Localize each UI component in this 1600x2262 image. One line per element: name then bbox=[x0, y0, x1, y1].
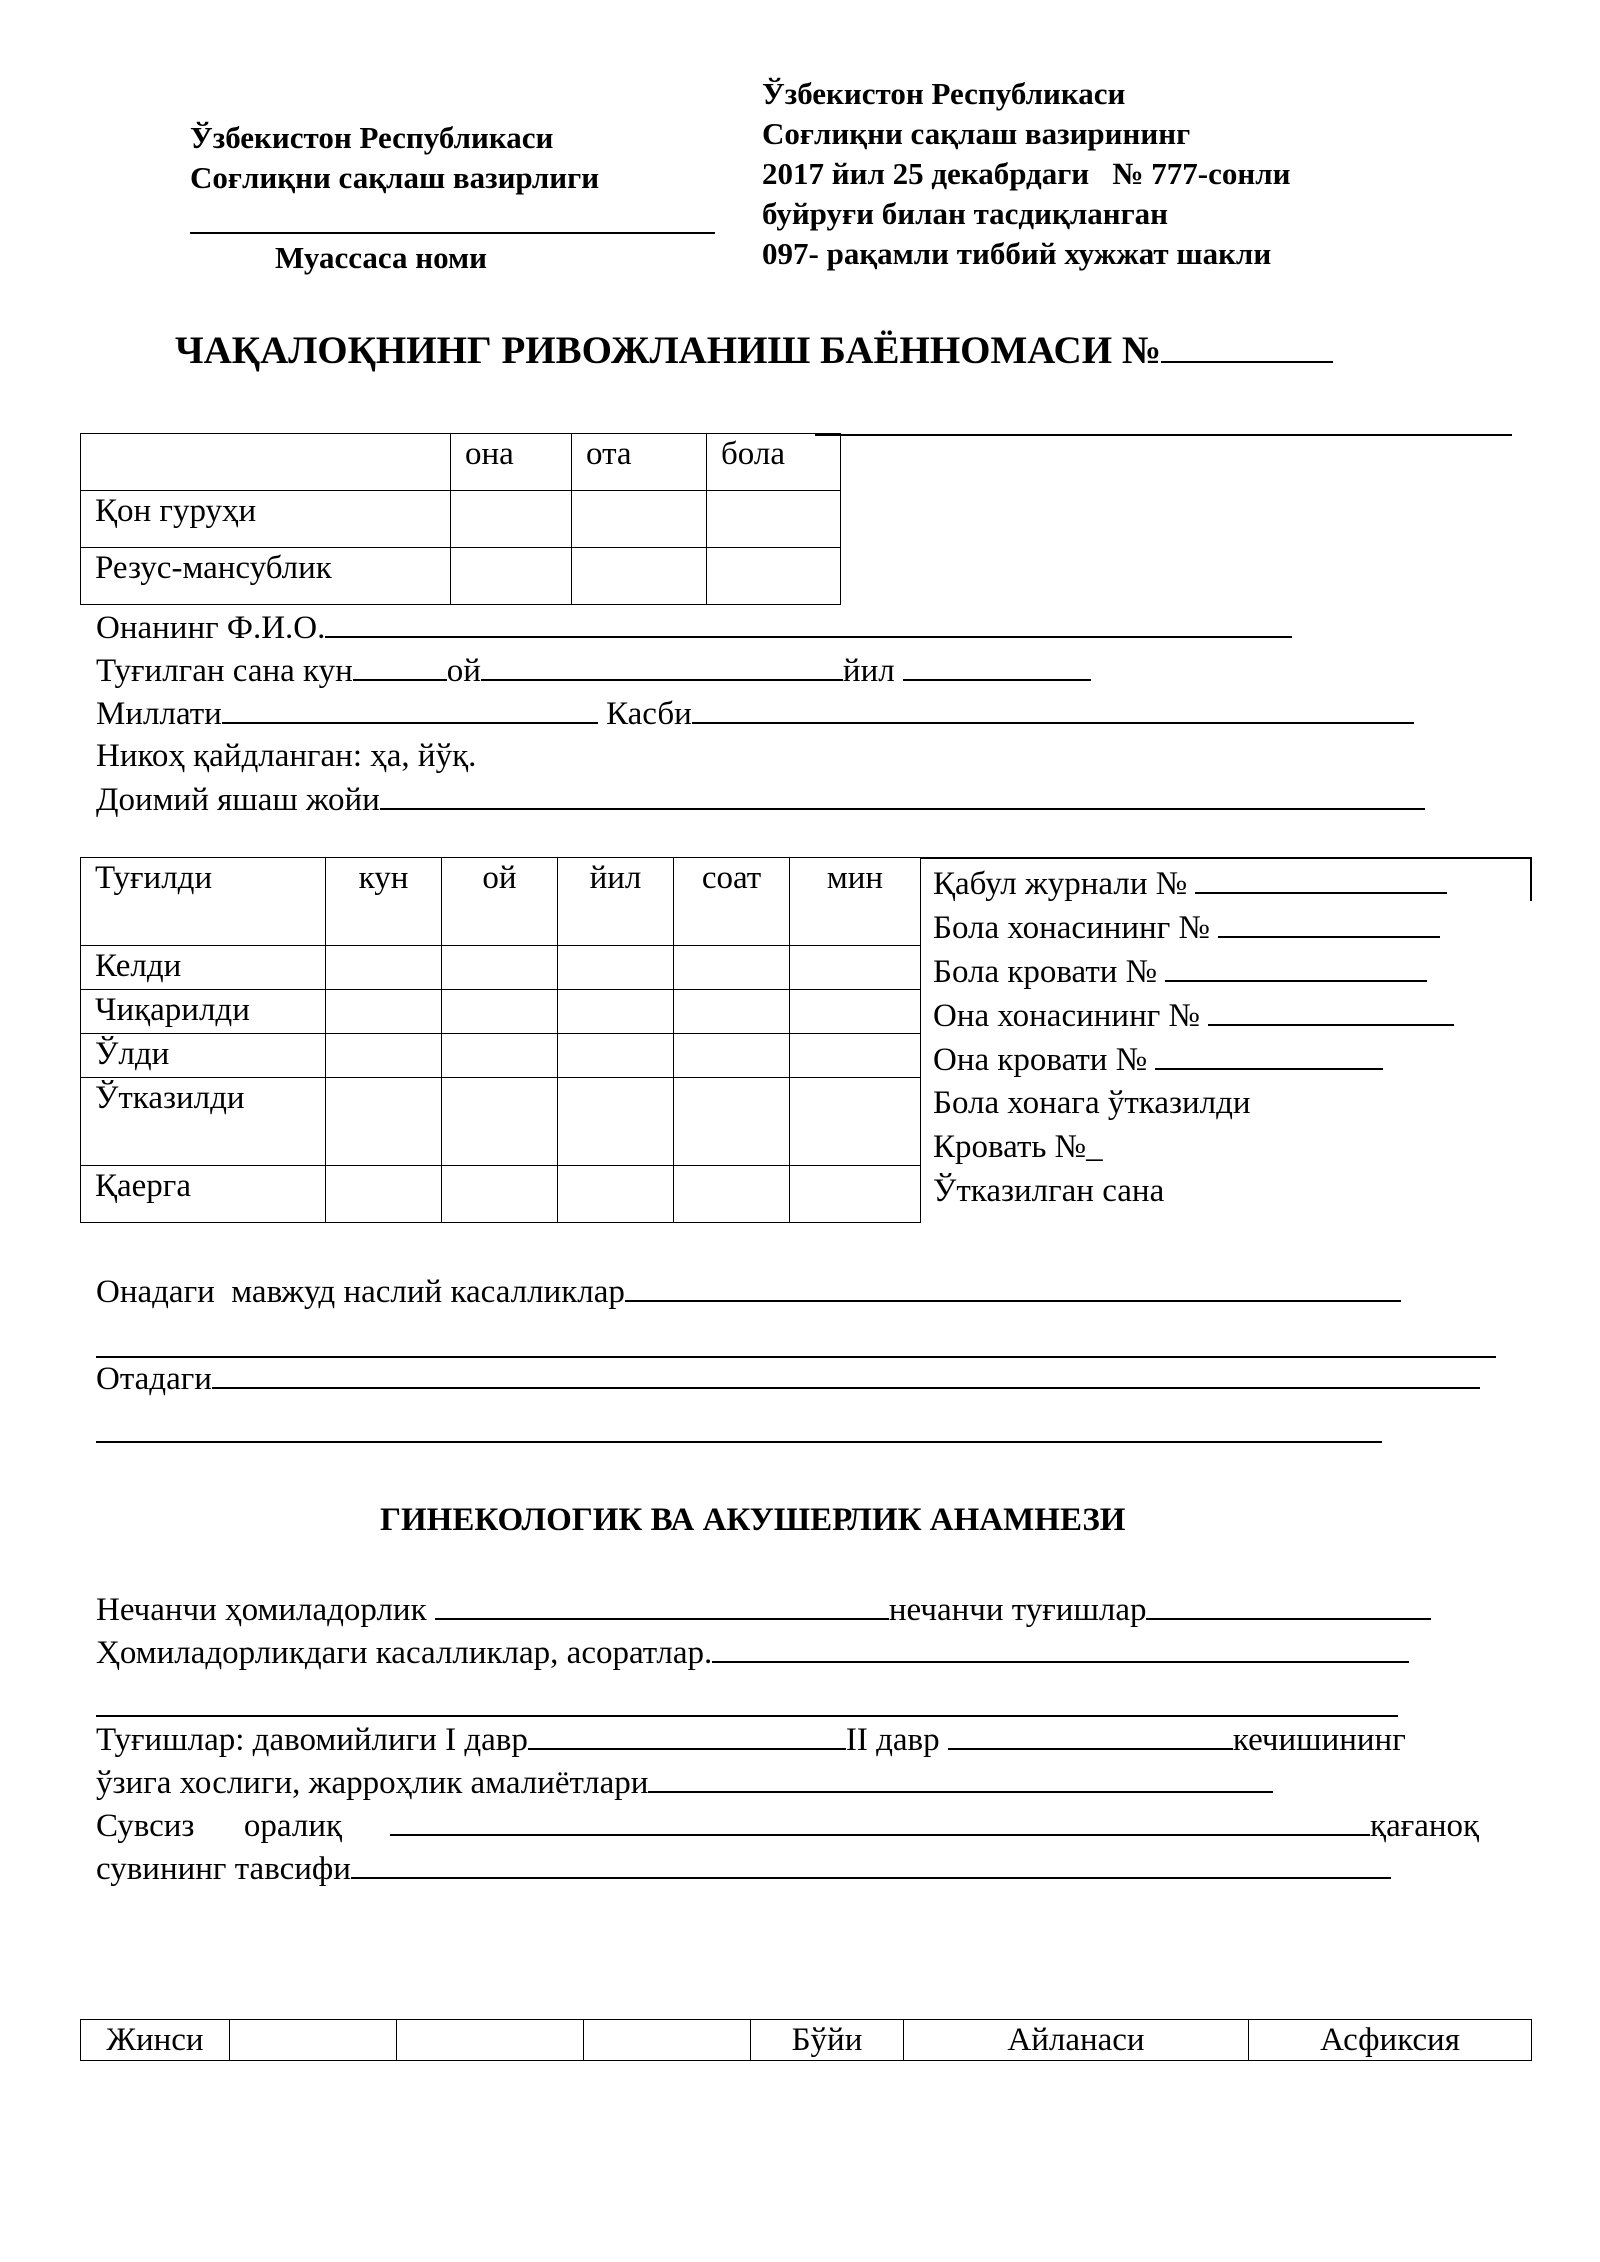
side-info-transfer-date: Ўтказилган сана bbox=[933, 1173, 1165, 1209]
event-cell[interactable] bbox=[326, 1034, 442, 1078]
marriage-row: Никоҳ қайдланган: ҳа, йўқ. bbox=[96, 738, 477, 774]
event-cell[interactable] bbox=[326, 1166, 442, 1223]
side-info-bed-no: Кровать №_ bbox=[933, 1129, 1103, 1165]
side-info-child-bed bbox=[933, 950, 1427, 994]
fluid-desc-label: сувининг тавсифи bbox=[96, 1851, 351, 1887]
complications-label: Ҳомиладорликдаги касалликлар, асоратлар. bbox=[96, 1635, 713, 1671]
blood-cell[interactable] bbox=[451, 548, 572, 605]
event-cell[interactable] bbox=[558, 946, 674, 990]
event-cell[interactable] bbox=[674, 1034, 790, 1078]
side-info-mother-room bbox=[933, 994, 1454, 1038]
pregnancy-no-label: Нечанчи ҳомиладорлик bbox=[96, 1592, 427, 1628]
heredity-father-label: Отадаги bbox=[96, 1361, 212, 1397]
side-info-child-room-label: Бола хонасининг № bbox=[933, 910, 1210, 946]
mother-bed-field[interactable] bbox=[1155, 1038, 1383, 1070]
birth-no-label: нечанчи туғишлар bbox=[888, 1592, 1147, 1628]
side-info-mother-room-label: Она хонасининг № bbox=[933, 998, 1200, 1034]
event-cell[interactable] bbox=[442, 1166, 558, 1223]
event-cell[interactable] bbox=[558, 1166, 674, 1223]
measure-cell[interactable] bbox=[230, 2020, 397, 2061]
stage1-field[interactable] bbox=[528, 1718, 846, 1750]
event-cell[interactable] bbox=[558, 1078, 674, 1166]
page-title bbox=[175, 328, 1333, 373]
side-right-tick bbox=[1530, 857, 1532, 901]
protocol-number-line[interactable] bbox=[1161, 331, 1333, 363]
measure-header-height: Бўйи bbox=[751, 2020, 904, 2061]
event-cell[interactable] bbox=[674, 946, 790, 990]
event-cell[interactable] bbox=[442, 1034, 558, 1078]
header-right-line1: Ўзбекистон Республикаси bbox=[762, 76, 1126, 111]
heredity-father-field[interactable] bbox=[212, 1357, 1480, 1389]
event-cell[interactable] bbox=[674, 1078, 790, 1166]
header-right-line2: Соғлиқни сақлаш вазирининг bbox=[762, 116, 1191, 151]
event-header-month: ой bbox=[442, 858, 558, 946]
birth-date-row bbox=[96, 649, 1091, 693]
title-extra-line bbox=[815, 434, 1512, 436]
dry-interval-field[interactable] bbox=[390, 1804, 1370, 1836]
blood-header-child: бола bbox=[707, 434, 841, 491]
complications-field[interactable] bbox=[712, 1631, 1409, 1663]
birth-month-label: ой bbox=[446, 653, 481, 689]
profession-label: Касби bbox=[606, 696, 692, 732]
measure-cell[interactable] bbox=[584, 2020, 751, 2061]
side-info-child-transferred: Бола хонага ўтказилди bbox=[933, 1085, 1251, 1121]
address-field[interactable] bbox=[380, 778, 1425, 810]
measure-header-sex: Жинси bbox=[81, 2020, 230, 2061]
event-cell[interactable] bbox=[442, 990, 558, 1034]
labor-duration-label: Туғишлар: давомийлиги I давр bbox=[96, 1722, 528, 1758]
features-field[interactable] bbox=[648, 1761, 1273, 1793]
blood-header-father: ота bbox=[572, 434, 707, 491]
institution-label: Муассаса номи bbox=[275, 240, 487, 275]
blood-cell[interactable] bbox=[572, 491, 707, 548]
side-info-intake-label: Қабул журнали № bbox=[933, 866, 1188, 902]
blood-table bbox=[80, 433, 841, 605]
blood-cell[interactable] bbox=[451, 491, 572, 548]
header-right-line4: буйруғи билан тасдиқланган bbox=[762, 196, 1169, 231]
event-cell[interactable] bbox=[326, 946, 442, 990]
stage2-label: II давр bbox=[845, 1722, 940, 1758]
measure-cell[interactable] bbox=[397, 2020, 584, 2061]
blood-cell[interactable] bbox=[707, 548, 841, 605]
blood-header-mother: она bbox=[451, 434, 572, 491]
dry-interval-row bbox=[96, 1804, 1479, 1848]
amniotic-word: қағаноқ bbox=[1370, 1808, 1480, 1844]
heredity-father-row bbox=[96, 1357, 1480, 1401]
mother-fio-label: Онанинг Ф.И.О. bbox=[96, 610, 326, 646]
event-cell[interactable] bbox=[674, 990, 790, 1034]
blood-cell[interactable] bbox=[707, 491, 841, 548]
event-cell[interactable] bbox=[326, 990, 442, 1034]
mother-room-field[interactable] bbox=[1208, 994, 1454, 1026]
blood-row-group-label: Қон гуруҳи bbox=[81, 491, 451, 548]
child-bed-field[interactable] bbox=[1165, 950, 1427, 982]
child-room-field[interactable] bbox=[1218, 906, 1440, 938]
blood-row-rhesus-label: Резус-мансублик bbox=[81, 548, 451, 605]
event-header-hour: соат bbox=[674, 858, 790, 946]
complications-line2[interactable] bbox=[96, 1715, 1398, 1717]
header-right-line3: 2017 йил 25 декабрдаги № 777-сонли bbox=[762, 156, 1291, 191]
event-header-year: йил bbox=[558, 858, 674, 946]
event-row-died: Ўлди bbox=[81, 1034, 326, 1078]
mother-fio-row bbox=[96, 606, 1292, 650]
measurements-table bbox=[80, 2019, 1532, 2061]
event-row-transferred: Ўтказилди bbox=[81, 1078, 326, 1166]
blood-cell[interactable] bbox=[572, 548, 707, 605]
section-title: ГИНЕКОЛОГИК ВА АКУШЕРЛИК АНАМНЕЗИ bbox=[380, 1502, 1126, 1538]
header-left-line1: Ўзбекистон Республикаси bbox=[190, 120, 554, 155]
side-info-child-room bbox=[933, 906, 1440, 950]
birth-month-field[interactable] bbox=[481, 649, 843, 681]
nationality-label: Миллати bbox=[96, 696, 222, 732]
complications-row bbox=[96, 1631, 1409, 1675]
dry-interval-label: Сувсиз оралиқ bbox=[96, 1808, 343, 1844]
stage2-field[interactable] bbox=[948, 1718, 1233, 1750]
features-label: ўзига хослиги, жарроҳлик амалиётлари bbox=[96, 1765, 649, 1801]
birth-year-field[interactable] bbox=[903, 649, 1091, 681]
side-info-child-bed-label: Бола кровати № bbox=[933, 954, 1158, 990]
event-row-arrived: Келди bbox=[81, 946, 326, 990]
profession-field[interactable] bbox=[692, 692, 1414, 724]
pregnancy-no-field[interactable] bbox=[435, 1588, 889, 1620]
event-cell[interactable] bbox=[442, 1078, 558, 1166]
pregnancy-row bbox=[96, 1588, 1431, 1632]
nationality-row bbox=[96, 692, 1414, 736]
heredity-mother-row bbox=[96, 1270, 1401, 1314]
heredity-father-line2[interactable] bbox=[96, 1441, 1382, 1443]
birth-year-label: йил bbox=[842, 653, 895, 689]
heredity-mother-label: Онадаги мавжуд наслий касалликлар bbox=[96, 1274, 625, 1310]
event-header-min: мин bbox=[790, 858, 921, 946]
event-cell[interactable] bbox=[674, 1166, 790, 1223]
event-cell[interactable] bbox=[790, 1166, 921, 1223]
fluid-row bbox=[96, 1847, 1391, 1891]
address-row bbox=[96, 778, 1425, 822]
birth-no-field[interactable] bbox=[1146, 1588, 1431, 1620]
labor-row bbox=[96, 1718, 1406, 1762]
event-row-where: Қаерга bbox=[81, 1166, 326, 1223]
birth-day-label: Туғилган сана кун bbox=[96, 653, 353, 689]
features-row bbox=[96, 1761, 1273, 1805]
event-cell[interactable] bbox=[442, 946, 558, 990]
mother-fio-field[interactable] bbox=[325, 606, 1292, 638]
event-cell[interactable] bbox=[326, 1078, 442, 1166]
event-row-discharged: Чиқарилди bbox=[81, 990, 326, 1034]
side-info-intake-journal bbox=[933, 862, 1447, 906]
institution-name-line[interactable] bbox=[190, 232, 715, 234]
birth-day-field[interactable] bbox=[353, 649, 447, 681]
address-label: Доимий яшаш жойи bbox=[96, 782, 380, 818]
side-top-line bbox=[920, 857, 1532, 859]
event-cell[interactable] bbox=[790, 946, 921, 990]
page-title-text: ЧАҚАЛОҚНИНГ РИВОЖЛАНИШ БАЁННОМАСИ № bbox=[175, 329, 1161, 372]
heredity-mother-field[interactable] bbox=[625, 1270, 1401, 1302]
measure-header-circumference: Айланаси bbox=[904, 2020, 1249, 2061]
measure-header-asphyxia: Асфиксия bbox=[1249, 2020, 1532, 2061]
event-cell[interactable] bbox=[790, 1034, 921, 1078]
course-word: кечишининг bbox=[1232, 1722, 1406, 1758]
blood-header-empty bbox=[81, 434, 451, 491]
event-cell[interactable] bbox=[790, 990, 921, 1034]
event-cell[interactable] bbox=[790, 1078, 921, 1166]
side-info-mother-bed-label: Она кровати № bbox=[933, 1042, 1148, 1078]
event-cell[interactable] bbox=[558, 1034, 674, 1078]
event-header-born: Туғилди bbox=[81, 858, 326, 946]
events-table bbox=[80, 857, 921, 1223]
nationality-field[interactable] bbox=[222, 692, 598, 724]
side-info-mother-bed bbox=[933, 1038, 1383, 1082]
header-left-line2: Соғлиқни сақлаш вазирлиги bbox=[190, 160, 600, 195]
event-cell[interactable] bbox=[558, 990, 674, 1034]
intake-journal-field[interactable] bbox=[1195, 862, 1447, 894]
header-right-line5: 097- рақамли тиббий хужжат шакли bbox=[762, 236, 1272, 271]
fluid-desc-field[interactable] bbox=[351, 1847, 1391, 1879]
event-header-day: кун bbox=[326, 858, 442, 946]
